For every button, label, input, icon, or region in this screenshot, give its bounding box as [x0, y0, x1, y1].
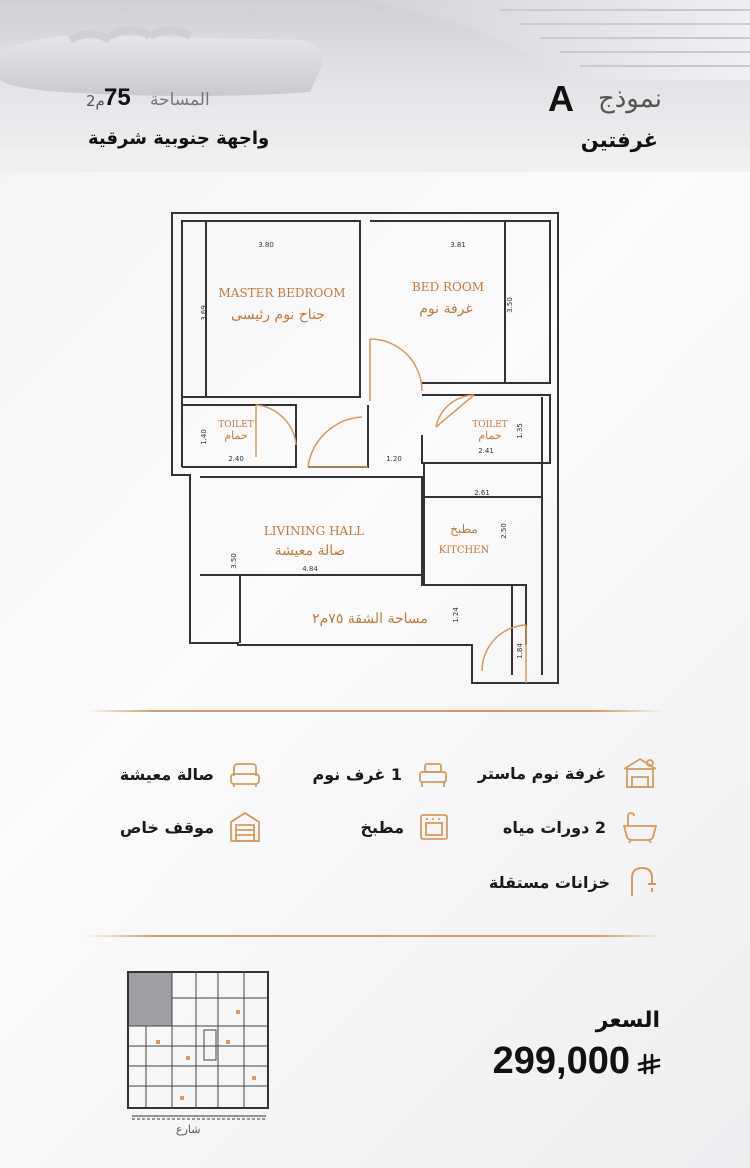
- dimension-label: 2.50: [500, 523, 508, 539]
- feature-item: [503, 810, 660, 844]
- building-plan: [126, 970, 272, 1120]
- feature-label: غرفة نوم ماستر: [477, 763, 606, 783]
- area-label: المساحة: [150, 90, 210, 110]
- room-label-en: LIVINING HALL: [263, 524, 365, 538]
- area-note: مساحة الشقة ٧٥م٢: [312, 611, 428, 627]
- room-label-ar: صالة معيشة: [274, 543, 346, 559]
- sofa-icon: [228, 758, 262, 790]
- feature-label: 2 دورات مياه: [502, 817, 606, 837]
- dimension-label: 1.40: [200, 429, 208, 445]
- riyal-icon: [636, 1052, 662, 1078]
- room-label-en: MASTER BEDROOM: [218, 286, 346, 300]
- dimension-label: 3.80: [258, 241, 274, 249]
- feature-item: [120, 810, 262, 844]
- feature-label: صالة معيشة: [119, 764, 214, 784]
- dimension-label: 2.40: [228, 455, 244, 463]
- street-label: شارع: [176, 1123, 201, 1136]
- dimension-label: 1.20: [386, 455, 402, 463]
- area-unit: م2: [86, 92, 105, 110]
- dimension-label: 2.41: [478, 447, 494, 455]
- dimension-label: 1.35: [516, 423, 524, 439]
- garage-icon: [228, 810, 262, 844]
- dimension-label: 4.84: [302, 565, 318, 573]
- feature-item: [478, 755, 660, 791]
- divider: [86, 935, 664, 937]
- dimension-label: 3.81: [450, 241, 466, 249]
- dimension-label: 3.50: [230, 553, 238, 569]
- plan-doors: [256, 339, 526, 683]
- dimension-label: 1.24: [452, 607, 460, 623]
- room-label-ar: جناح نوم رئيسى: [231, 307, 325, 323]
- feature-item: [120, 758, 262, 790]
- feature-item: [312, 758, 450, 790]
- area-value: 75: [104, 84, 131, 111]
- feature-item: [489, 864, 660, 900]
- room-label-en: TOILET: [472, 420, 508, 430]
- model-letter: A: [548, 78, 574, 119]
- feature-label: موقف خاص: [119, 817, 214, 837]
- oven-icon: [418, 812, 450, 842]
- room-label-en: TOILET: [218, 420, 254, 430]
- price-value: 299,000: [492, 1040, 630, 1082]
- dimension-label: 1.84: [516, 643, 524, 659]
- model-word: نموذج: [597, 84, 662, 114]
- divider: [86, 710, 664, 712]
- facade-label: واجهة جنوبية شرقية: [88, 128, 270, 149]
- room-label-ar: حمام: [478, 429, 502, 442]
- feature-item: [360, 812, 450, 842]
- room-label-en: BED ROOM: [411, 280, 485, 294]
- room-label-ar: غرفة نوم: [419, 301, 473, 317]
- feature-label: مطبخ: [360, 817, 404, 837]
- feature-label: 1 غرف نوم: [312, 764, 402, 784]
- room-label-ar: مطبخ: [450, 522, 478, 536]
- rooms-title: غرفتين: [580, 128, 658, 152]
- dimension-label: 3.50: [506, 297, 514, 313]
- bathtub-icon: [620, 810, 660, 844]
- master-bedroom-icon: [620, 755, 660, 791]
- dimension-label: 3.69: [200, 305, 208, 321]
- floor-plan: [160, 205, 570, 685]
- room-label-en: KITCHEN: [438, 545, 490, 556]
- price-label: السعر: [595, 1008, 660, 1033]
- faucet-icon: [624, 864, 660, 900]
- bed-icon: [416, 758, 450, 790]
- room-label-ar: حمام: [224, 429, 248, 442]
- dimension-label: 2.61: [474, 489, 490, 497]
- feature-label: خزانات مستقلة: [488, 872, 610, 892]
